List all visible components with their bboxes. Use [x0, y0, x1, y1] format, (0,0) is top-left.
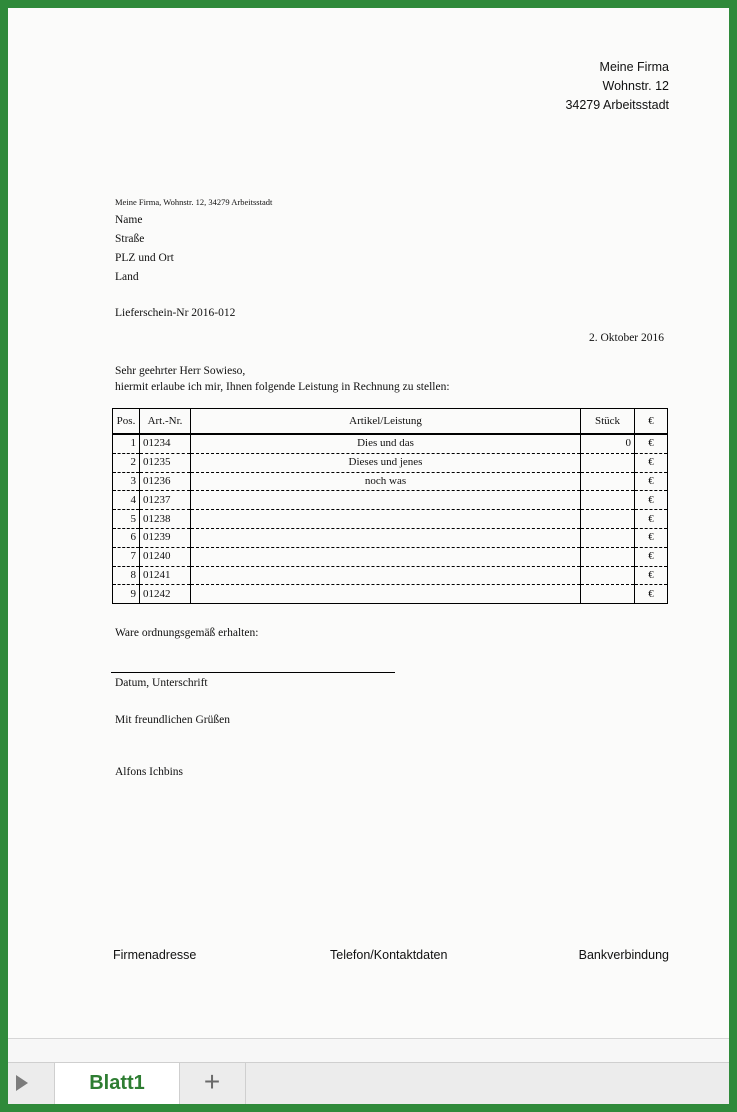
- cell-pos[interactable]: 1: [113, 434, 140, 453]
- cell-eur[interactable]: €: [635, 566, 668, 585]
- table-row: [113, 491, 668, 510]
- sheet-tab-bar: [8, 1062, 729, 1104]
- header-qty[interactable]: Stück: [581, 409, 635, 435]
- signature-line: [111, 672, 395, 673]
- cell-desc[interactable]: noch was: [191, 472, 581, 491]
- cell-qty[interactable]: [581, 453, 635, 472]
- cell-desc[interactable]: [191, 528, 581, 547]
- cell-qty[interactable]: [581, 510, 635, 529]
- footer-address: Firmenadresse: [113, 948, 197, 962]
- cell-qty[interactable]: [581, 547, 635, 566]
- sender-line: Meine Firma, Wohnstr. 12, 34279 Arbeitsstadt: [115, 197, 273, 207]
- cell-qty[interactable]: [581, 528, 635, 547]
- recipient-street: Straße: [115, 233, 145, 245]
- recipient-address: [115, 211, 174, 287]
- cell-desc[interactable]: [191, 491, 581, 510]
- signature-caption: Datum, Unterschrift: [115, 677, 208, 689]
- cell-art[interactable]: 01237: [140, 491, 191, 510]
- cell-pos[interactable]: 4: [113, 491, 140, 510]
- table-row: [113, 566, 668, 585]
- cell-qty[interactable]: [581, 585, 635, 604]
- delivery-note-number: Lieferschein-Nr 2016-012: [115, 307, 236, 319]
- cell-art[interactable]: 01234: [140, 434, 191, 453]
- cell-art[interactable]: 01239: [140, 528, 191, 547]
- document-date: 2. Oktober 2016: [588, 332, 664, 344]
- salutation-block: [115, 363, 450, 395]
- company-street: Wohnstr. 12: [602, 79, 669, 93]
- tab-blatt1[interactable]: Blatt1: [54, 1063, 180, 1104]
- cell-art[interactable]: 01241: [140, 566, 191, 585]
- salutation: Sehr geehrter Herr Sowieso,: [115, 365, 246, 377]
- play-icon[interactable]: [16, 1075, 28, 1091]
- cell-art[interactable]: 01235: [140, 453, 191, 472]
- cell-art[interactable]: 01242: [140, 585, 191, 604]
- cell-eur[interactable]: €: [635, 472, 668, 491]
- cell-eur[interactable]: €: [635, 510, 668, 529]
- cell-desc[interactable]: Dies und das: [191, 434, 581, 453]
- footer-contact: Telefon/Kontaktdaten: [330, 948, 448, 962]
- document-page: [8, 8, 729, 1039]
- cell-eur[interactable]: €: [635, 585, 668, 604]
- recipient-country: Land: [115, 271, 139, 283]
- table-row: [113, 472, 668, 491]
- table-row: [113, 434, 668, 453]
- cell-pos[interactable]: 6: [113, 528, 140, 547]
- table-row: [113, 510, 668, 529]
- cell-art[interactable]: 01238: [140, 510, 191, 529]
- company-name: Meine Firma: [599, 60, 669, 74]
- spreadsheet-window: [8, 8, 729, 1104]
- cell-desc[interactable]: Dieses und jenes: [191, 453, 581, 472]
- cell-desc[interactable]: [191, 510, 581, 529]
- company-city: 34279 Arbeitsstadt: [565, 98, 669, 112]
- company-header: [565, 58, 669, 115]
- closing-regards: Mit freundlichen Grüßen: [115, 714, 230, 726]
- cell-eur[interactable]: €: [635, 491, 668, 510]
- recipient-name: Name: [115, 214, 143, 226]
- signer-name: Alfons Ichbins: [115, 766, 184, 778]
- header-art[interactable]: Art.-Nr.: [140, 409, 191, 435]
- table-row: [113, 528, 668, 547]
- cell-pos[interactable]: 8: [113, 566, 140, 585]
- cell-eur[interactable]: €: [635, 453, 668, 472]
- cell-desc[interactable]: [191, 547, 581, 566]
- cell-pos[interactable]: 7: [113, 547, 140, 566]
- header-eur[interactable]: €: [635, 409, 668, 435]
- cell-eur[interactable]: €: [635, 528, 668, 547]
- table-row: [113, 585, 668, 604]
- cell-qty[interactable]: [581, 491, 635, 510]
- cell-pos[interactable]: 9: [113, 585, 140, 604]
- goods-received-label: Ware ordnungsgemäß erhalten:: [115, 627, 259, 639]
- cell-qty[interactable]: 0: [581, 434, 635, 453]
- recipient-city: PLZ und Ort: [115, 252, 174, 264]
- cell-eur[interactable]: €: [635, 434, 668, 453]
- cell-art[interactable]: 01236: [140, 472, 191, 491]
- table-row: [113, 547, 668, 566]
- footer-bank: Bankverbindung: [578, 948, 669, 962]
- table-header-row: [113, 409, 668, 435]
- header-desc[interactable]: Artikel/Leistung: [191, 409, 581, 435]
- cell-pos[interactable]: 5: [113, 510, 140, 529]
- cell-art[interactable]: 01240: [140, 547, 191, 566]
- cell-desc[interactable]: [191, 585, 581, 604]
- header-pos[interactable]: Pos.: [113, 409, 140, 435]
- cell-pos[interactable]: 2: [113, 453, 140, 472]
- cell-eur[interactable]: €: [635, 547, 668, 566]
- cell-desc[interactable]: [191, 566, 581, 585]
- table-row: [113, 453, 668, 472]
- cell-qty[interactable]: [581, 472, 635, 491]
- items-table: [112, 408, 668, 604]
- cell-pos[interactable]: 3: [113, 472, 140, 491]
- cell-qty[interactable]: [581, 566, 635, 585]
- intro-text: hiermit erlaube ich mir, Ihnen folgende Leistung in Rechnung zu stellen:: [115, 381, 450, 393]
- add-sheet-button[interactable]: +: [179, 1063, 246, 1104]
